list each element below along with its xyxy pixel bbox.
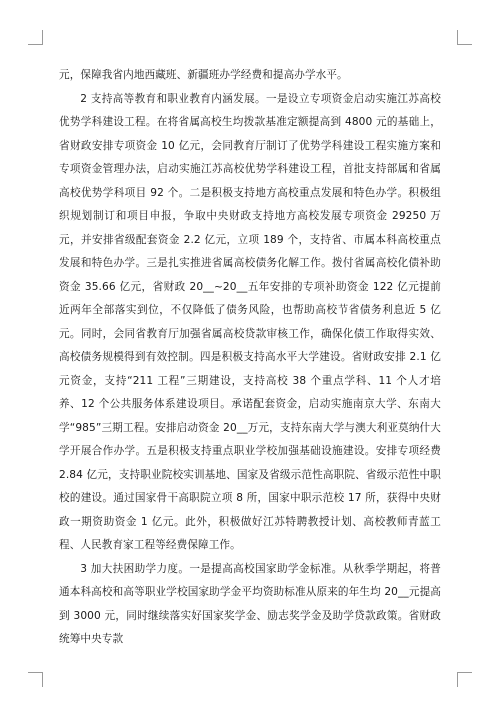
paragraph-continuation: 元，保障我省内地西藏班、新疆班办学经费和提高办学水平。 <box>59 69 348 81</box>
paragraph-higher-education: 2 支持高等教育和职业教育内涵发展。一是设立专项资金启动实施江苏高校优势学科建设工程。在将省属高校生均拨款基准定额提高到 4800 元的基础上，省财政安排专项资金 10 亿元，会同教育厅制订了优势学科建设工程实施方案和专项资金管理办法，启动实施江苏高校优势学科建设工程，首批支持部属和省属高校优势学科项目 92 个。二是积极支持地方高校重点发展和特色办学。积极组织规划制订和项目申报，争取中央财政支持地方高校发展专项资金 29250 万元，并安排省级配套资金 2.2 亿元，立项 189 个，支持省、市属本科高校重点发展和特色办学。三是扎实推进省属高校债务化解工作。拨付省属高校化债补助资金 35.66 亿元，省财政 20__~20__五年安排的专项补助资金 122 亿元提前近两年全部落实到位，不仅降低了债务风险，也帮助高校节省债务利息近 5 亿元。同时，会同省教育厅加强省属高校贷款审核工作，确保化债工作取得实效、高校债务规模得到有效控制。四是积极支持高水平大学建设。省财政安排 2.1 亿元资金，支持“211 工程”三期建设，支持高校 38 个重点学科、11 个人才培养、12 个公共服务体系建设项目。承诺配套资金，启动实施南京大学、东南大学“985”三期工程。安排启动资金 20__万元，支持东南大学与澳大利亚莫纳什大学开展合作办学。五是积极支持重点职业学校加强基础设施建设。安排专项经费 2.84 亿元，支持职业院校实训基地、国家及省级示范性高职院、省级示范性中职校的建设。通过国家骨干高职院立项 8 所，国家中职示范校 17 所，获得中央财政一期资助资金 1 亿元。此外，积极做好江苏特聘教授计划、高校教师青蓝工程、人民教育家工程等经费保障工作。 <box>59 92 441 551</box>
crop-mark-top-left <box>28 30 43 45</box>
crop-mark-bottom-right <box>457 672 472 687</box>
crop-mark-bottom-left <box>28 672 43 687</box>
crop-mark-top-right <box>457 30 472 45</box>
paragraph-student-aid: 3 加大扶困助学力度。一是提高高校国家助学金标准。从秋季学期起，将普通本科高校和高等职业学校国家助学金平均资助标准从原来的年生均 20__元提高到 3000 元，同时继续落实好国家奖学金、励志奖学金及助学贷款政策。省财政统筹中央专款 <box>59 562 441 645</box>
document-body <box>59 64 441 652</box>
